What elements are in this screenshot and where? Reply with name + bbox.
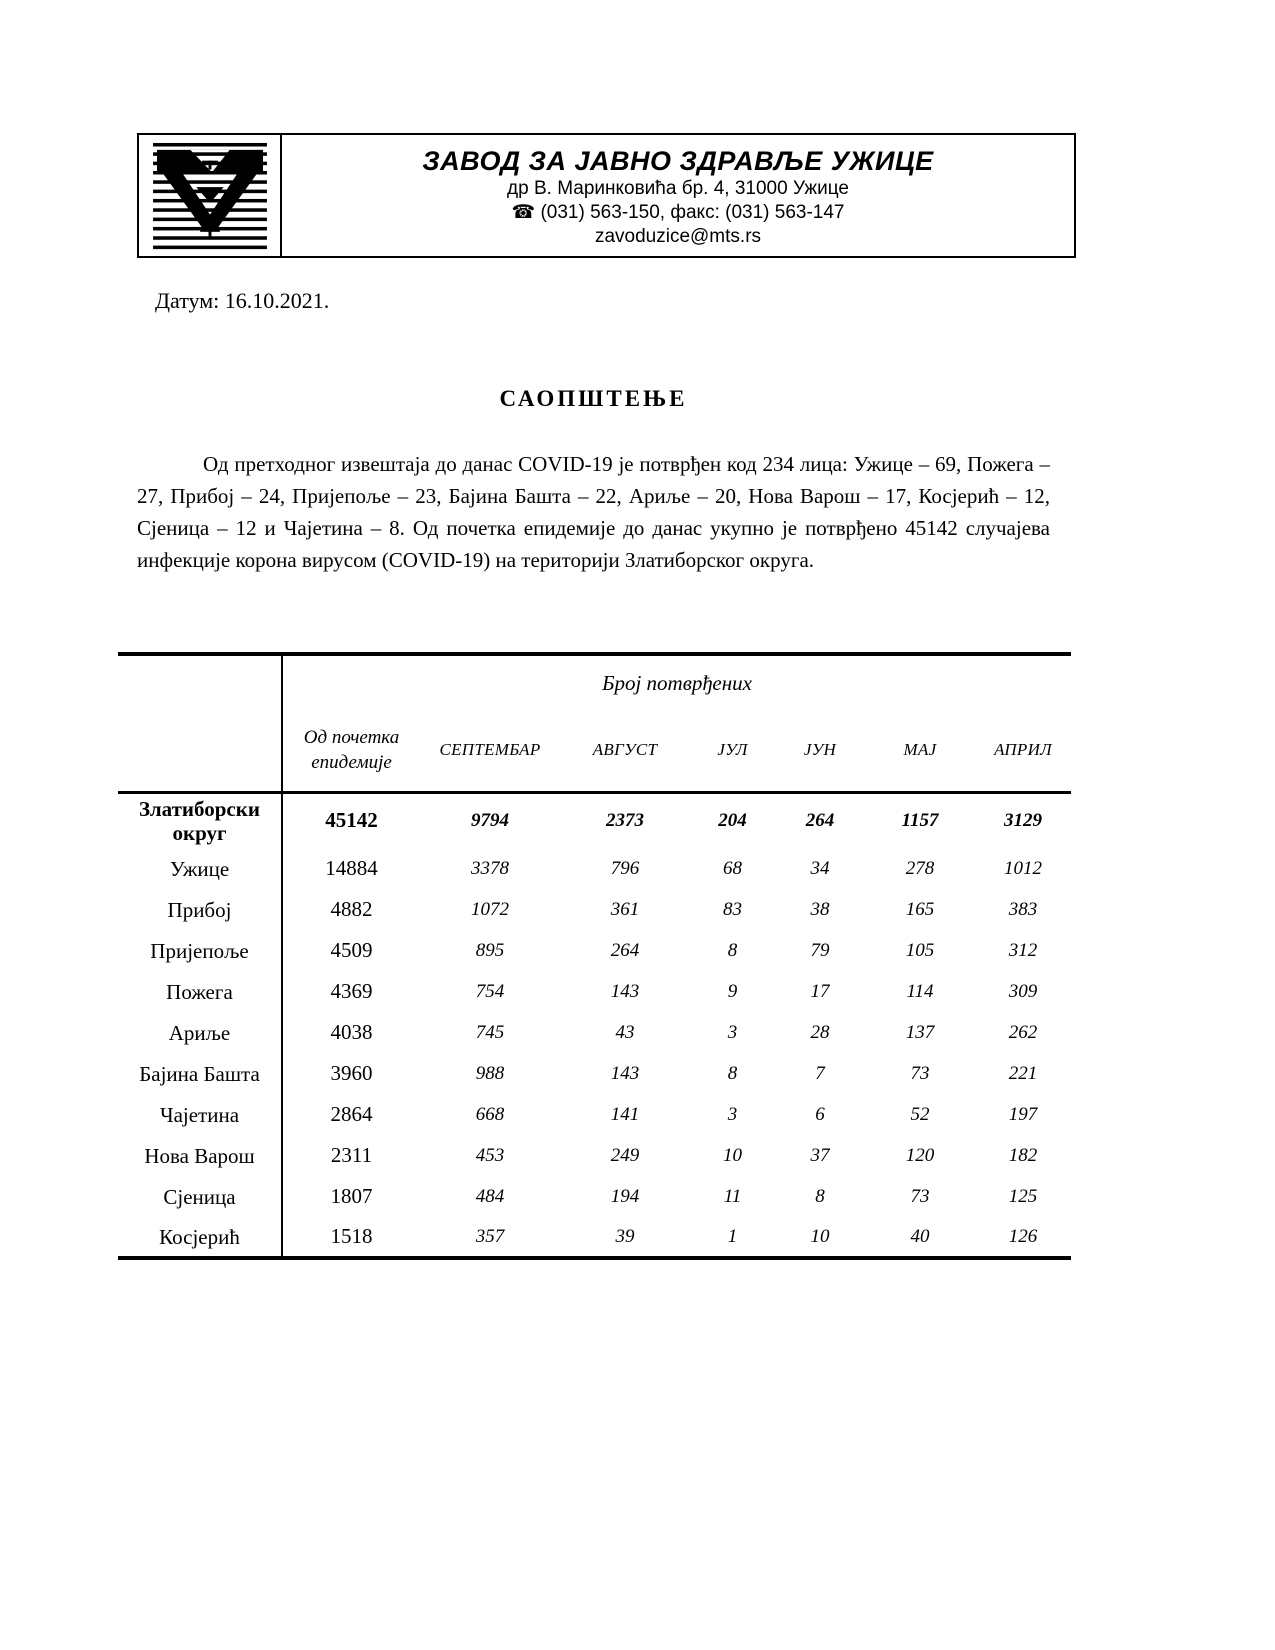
month-value-cell: 1	[727, 1225, 738, 1247]
month-value-cell: 7	[815, 1062, 825, 1084]
month-value-cell: 105	[905, 939, 935, 961]
month-value-cell: 9	[727, 980, 738, 1002]
month-value-cell: 120	[905, 1144, 935, 1166]
table-row	[118, 848, 1071, 889]
month-value-cell: 52	[910, 1103, 930, 1125]
total-cell: 4038	[330, 1020, 373, 1044]
month-value-cell: 38	[810, 898, 830, 920]
total-cell: 1807	[330, 1184, 373, 1208]
month-value-cell: 745	[475, 1021, 505, 1043]
table-row	[118, 930, 1071, 971]
month-value-cell: 79	[810, 939, 830, 961]
month-value-cell: 126	[1008, 1225, 1038, 1247]
month-value-cell: 137	[905, 1021, 935, 1043]
month-value-cell: 68	[723, 857, 742, 879]
month-value-cell: 3378	[471, 857, 509, 879]
month-value-cell: 17	[810, 980, 830, 1002]
table-row	[118, 1053, 1071, 1094]
group-header-cell: Број потврђених	[602, 670, 752, 695]
month-value-cell: 221	[1008, 1062, 1038, 1084]
month-value-cell: 40	[910, 1225, 930, 1247]
total-cell: 1518	[330, 1224, 373, 1248]
month-value-cell: 2373	[606, 809, 644, 831]
table-row	[118, 1176, 1071, 1217]
column-header-month: АПРИЛ	[975, 710, 1071, 792]
total-cell: 14884	[325, 856, 378, 880]
district-name-cell: Сјеница	[118, 1176, 282, 1217]
month-value-cell: 453	[475, 1144, 505, 1166]
total-cell: 4369	[330, 979, 373, 1003]
org-phone-line	[511, 201, 844, 225]
district-name-cell: Нова Варош	[118, 1135, 282, 1176]
month-value-cell: 754	[475, 980, 505, 1002]
total-cell: 45142	[325, 808, 378, 833]
month-value-cell: 3	[727, 1103, 738, 1125]
month-value-cell: 3129	[1004, 809, 1043, 831]
column-header-month: СЕПТЕМБАР	[420, 710, 560, 792]
table-row	[118, 971, 1071, 1012]
total-cell: 4509	[330, 938, 373, 962]
month-value-cell: 8	[815, 1185, 825, 1207]
table-row	[118, 1094, 1071, 1135]
month-value-cell: 165	[905, 898, 935, 920]
body-paragraph: Од претходног извештаја до данас COVID-19 је потврђен код 234 лица: Ужице – 69, Пожега – 27, Прибој – 24, Пријепоље – 23, Бајина Башта – 22, Ариље – 20, Нова Варош – 17, Косјерић – 12, Сјеница – 12 и Чајетина – 8. Од почетка епидемије до данас укупно је потврђено 45142 случајева инфекције корона вирусом (COVID-19) на територији Златиборског округа.	[137, 452, 1050, 572]
month-value-cell: 264	[805, 809, 835, 831]
month-value-cell: 204	[718, 809, 747, 831]
month-value-cell: 182	[1008, 1144, 1038, 1166]
month-value-cell: 73	[910, 1185, 930, 1207]
month-value-cell: 249	[610, 1144, 640, 1166]
district-name-cell: Пријепоље	[118, 930, 282, 971]
month-value-cell: 8	[727, 939, 738, 961]
letterhead-text	[282, 135, 1074, 256]
month-value-cell: 484	[475, 1185, 505, 1207]
month-value-cell: 37	[810, 1144, 830, 1166]
table-row	[118, 1217, 1071, 1258]
phone-icon: ☎	[511, 201, 536, 223]
district-name-cell: Златиборски округ	[118, 792, 282, 848]
column-header-total: Од почетка епидемије	[282, 710, 420, 792]
month-value-cell: 73	[910, 1062, 930, 1084]
month-value-cell: 143	[610, 980, 640, 1002]
district-name-cell: Бајина Башта	[118, 1053, 282, 1094]
month-value-cell: 141	[610, 1103, 640, 1125]
total-cell: 2864	[330, 1102, 373, 1126]
district-name-cell: Ужице	[118, 848, 282, 889]
month-value-cell: 357	[475, 1225, 505, 1247]
covid-table	[118, 652, 1071, 1260]
announcement-title: САОПШТЕЊЕ	[499, 386, 688, 411]
table-row	[118, 1135, 1071, 1176]
month-value-cell: 988	[475, 1062, 505, 1084]
month-value-cell: 10	[810, 1225, 830, 1247]
corner-cell	[118, 654, 282, 792]
month-value-cell: 10	[723, 1144, 742, 1166]
total-cell: 2311	[330, 1143, 373, 1167]
table-row	[118, 792, 1071, 848]
total-cell: 3960	[330, 1061, 373, 1085]
district-name-cell: Прибој	[118, 889, 282, 930]
email-address: zavoduzice@mts.rs	[594, 225, 762, 247]
month-value-cell: 1012	[1004, 857, 1043, 879]
month-value-cell: 895	[475, 939, 505, 961]
month-value-cell: 8	[727, 1062, 738, 1084]
district-name-cell: Пожега	[118, 971, 282, 1012]
district-name-cell: Ариље	[118, 1012, 282, 1053]
month-value-cell: 34	[810, 857, 830, 879]
month-value-cell: 114	[906, 980, 934, 1002]
covid-table-container	[118, 652, 1071, 1260]
table-row	[118, 1012, 1071, 1053]
month-value-cell: 143	[610, 1062, 640, 1084]
column-header-month: МАЈ	[865, 710, 975, 792]
table-row	[118, 889, 1071, 930]
month-value-cell: 262	[1008, 1021, 1038, 1043]
date-line: Датум: 16.10.2021.	[155, 288, 330, 313]
month-value-cell: 3	[727, 1021, 738, 1043]
month-value-cell: 28	[810, 1021, 830, 1043]
month-value-cell: 6	[815, 1103, 825, 1125]
month-value-cell: 312	[1008, 939, 1038, 961]
striped-v-logo-icon	[150, 142, 270, 250]
month-value-cell: 309	[1008, 980, 1038, 1002]
month-value-cell: 361	[610, 898, 640, 920]
month-value-cell: 9794	[471, 809, 509, 831]
org-name: ЗАВОД ЗА ЈАВНО ЗДРАВЉЕ УЖИЦЕ	[422, 145, 934, 176]
column-header-month: ЈУЛ	[690, 710, 775, 792]
month-value-cell: 264	[610, 939, 640, 961]
month-value-cell: 11	[723, 1185, 742, 1207]
month-value-cell: 668	[475, 1103, 505, 1125]
phone-number: (031) 563-150, факс: (031) 563-147	[540, 201, 845, 223]
org-address: др В. Маринковића бр. 4, 31000 Ужице	[507, 177, 849, 199]
column-header-month: АВГУСТ	[560, 710, 690, 792]
month-value-cell: 1157	[901, 809, 939, 831]
district-name-cell: Чајетина	[118, 1094, 282, 1135]
month-value-cell: 39	[615, 1225, 635, 1247]
month-value-cell: 125	[1008, 1185, 1038, 1207]
total-cell: 4882	[330, 897, 373, 921]
month-value-cell: 1072	[471, 898, 509, 920]
month-value-cell: 796	[610, 857, 640, 879]
month-value-cell: 43	[615, 1021, 635, 1043]
letterhead	[137, 133, 1076, 258]
month-value-cell: 278	[905, 857, 935, 879]
institute-logo	[139, 135, 282, 256]
month-value-cell: 383	[1008, 898, 1038, 920]
month-value-cell: 194	[610, 1185, 640, 1207]
month-value-cell: 197	[1008, 1103, 1038, 1125]
district-name-cell: Косјерић	[118, 1217, 282, 1258]
month-value-cell: 83	[723, 898, 742, 920]
column-header-month: ЈУН	[775, 710, 865, 792]
